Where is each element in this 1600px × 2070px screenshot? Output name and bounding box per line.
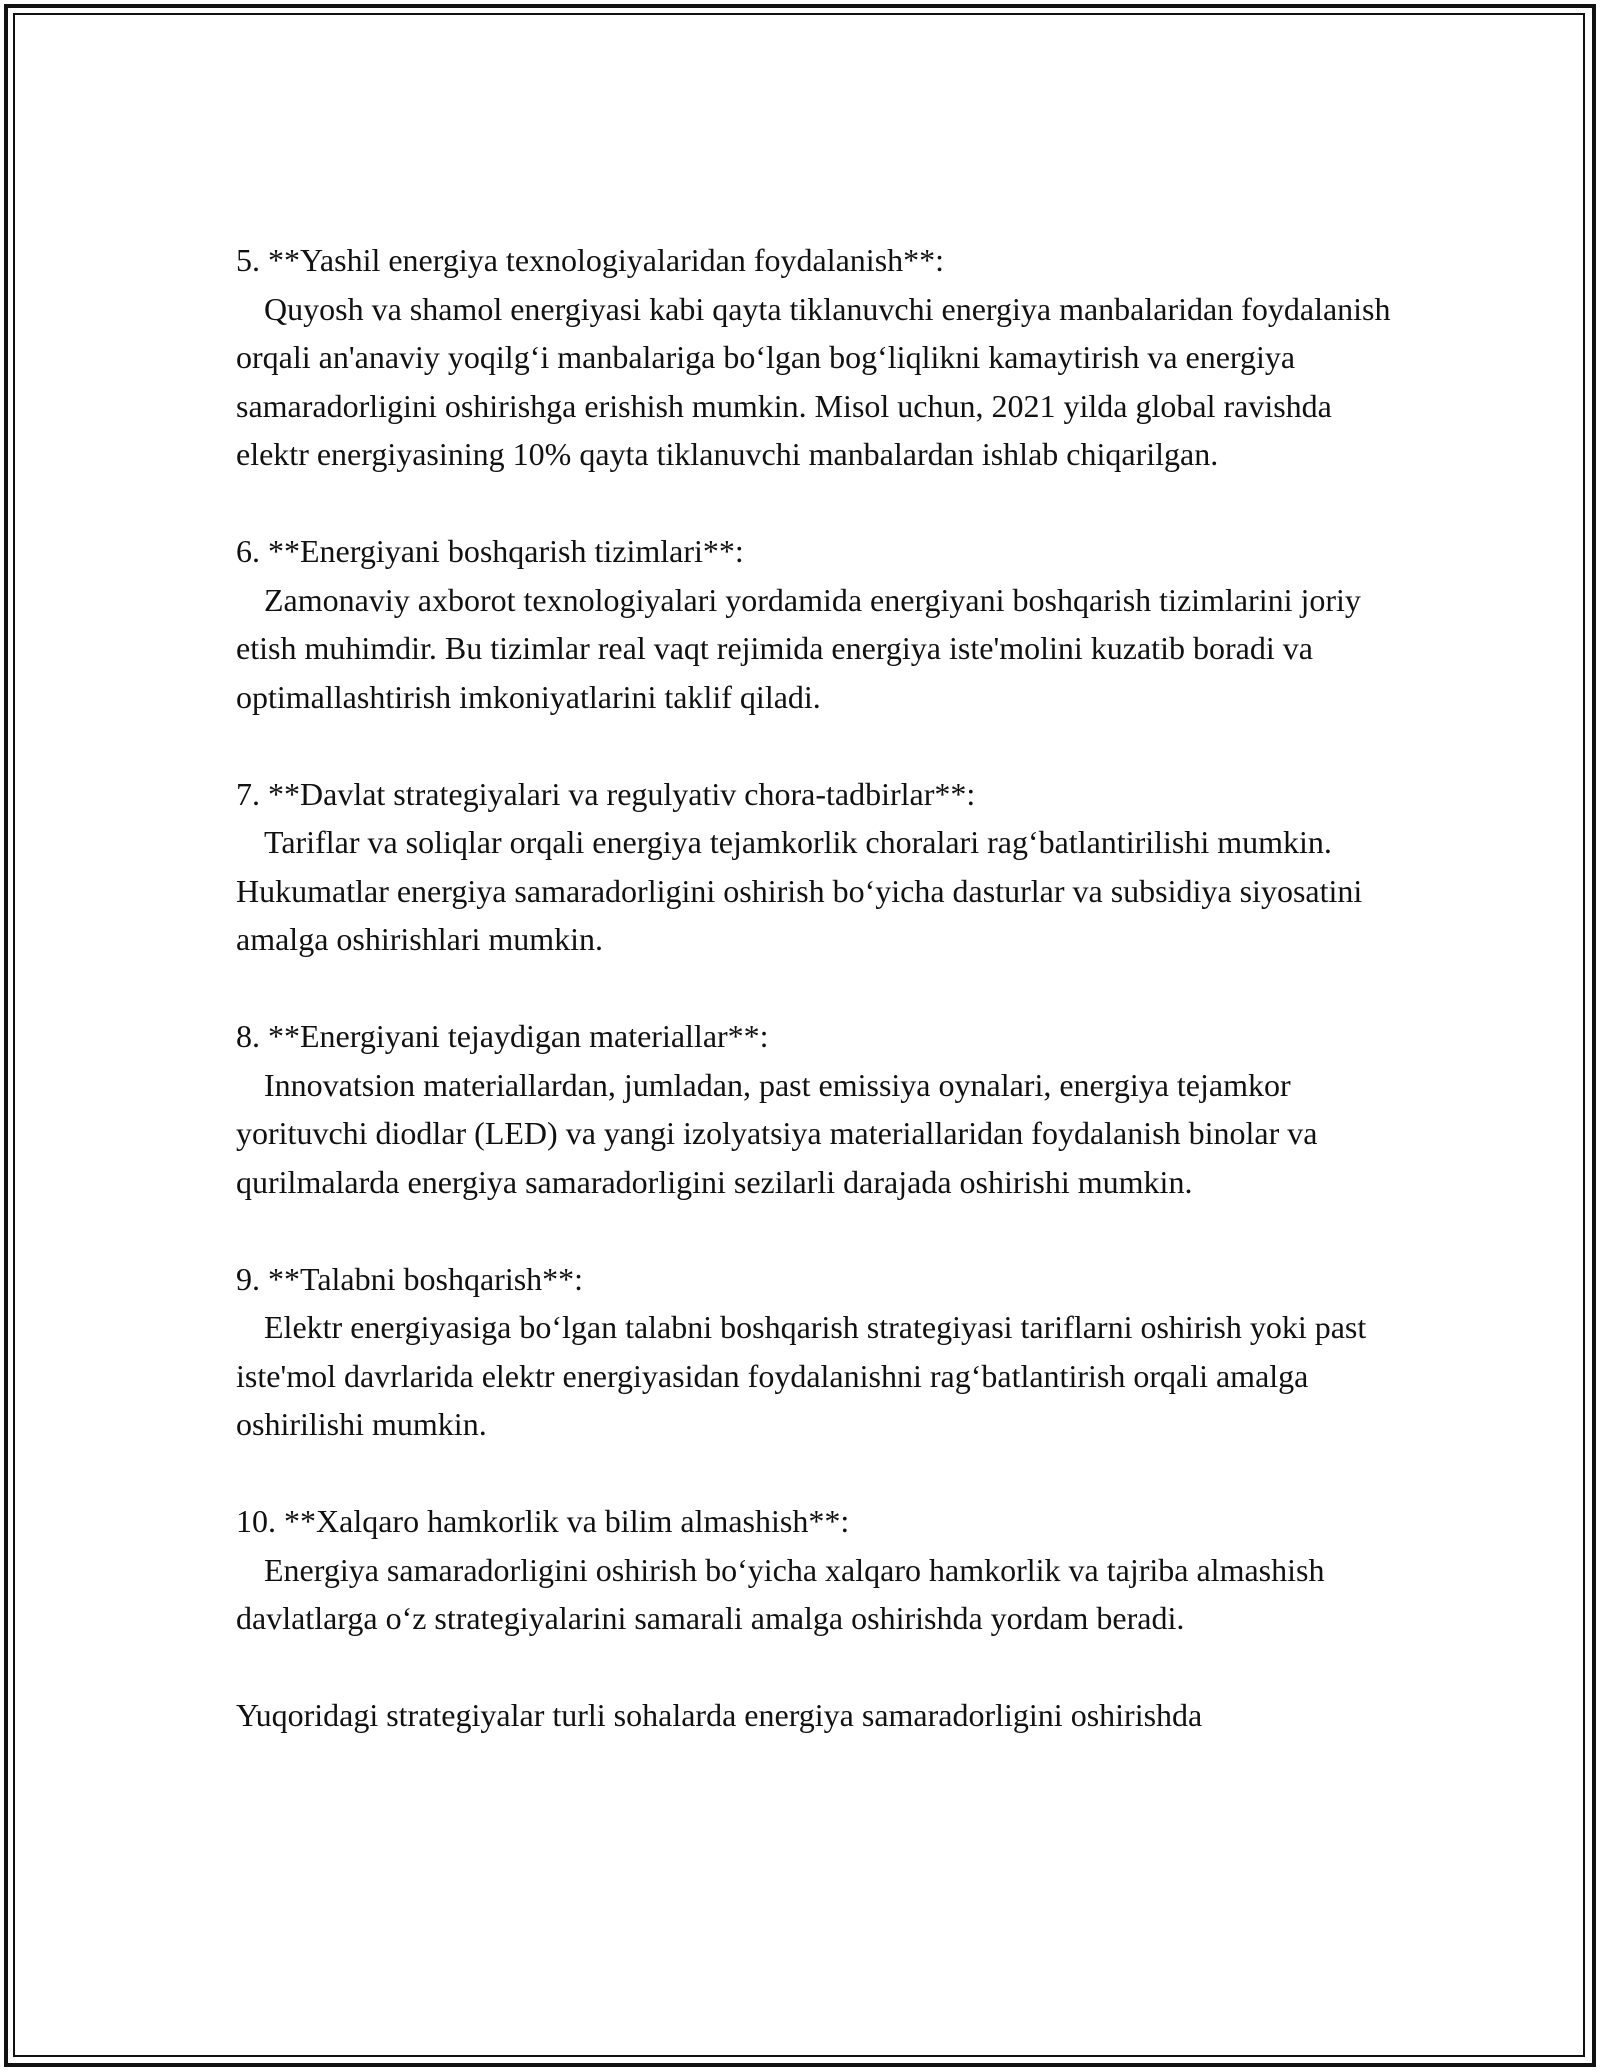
- section-heading: 8. **Energiyani tejaydigan materiallar**:: [236, 1018, 769, 1054]
- section-10: [236, 1497, 1396, 1643]
- section-6: [236, 527, 1396, 721]
- section-9: [236, 1255, 1396, 1449]
- section-paragraph: Innovatsion materiallardan, jumladan, past emissiya oynalari, energiya tejamkor yorituvchi diodlar (LED) va yangi izolyatsiya materiallaridan foydalanish binolar va qurilmalarda energiya samaradorligini sezilarli darajada oshirishi mumkin.: [236, 1066, 1318, 1200]
- section-7: [236, 770, 1396, 964]
- section-paragraph: Zamonaviy axborot texnologiyalari yordamida energiyani boshqarish tizimlarini joriy etish muhimdir. Bu tizimlar real vaqt rejimida energiya iste'molini kuzatib boradi va optimallashtirish imkoniyatlarini taklif qiladi.: [236, 581, 1361, 715]
- section-paragraph: Tariflar va soliqlar orqali energiya tejamkorlik choralari rag‘batlantirilishi mumkin. Hukumatlar energiya samaradorligini oshirish bo‘yicha dasturlar va subsidiya siyosatini amalga oshirishlari mumkin.: [236, 824, 1363, 957]
- closing-paragraph: Yuqoridagi strategiyalar turli sohalarda energiya samaradorligini oshirishda: [236, 1697, 1203, 1733]
- section-heading: 7. **Davlat strategiyalari va regulyativ chora-tadbirlar**:: [236, 775, 976, 812]
- document-body: [236, 236, 1396, 1740]
- section-8: [236, 1012, 1396, 1206]
- section-heading: 6. **Energiyani boshqarish tizimlari**:: [236, 533, 744, 569]
- section-heading: 9. **Talabni boshqarish**:: [236, 1260, 584, 1297]
- section-heading: 5. **Yashil energiya texnologiyalaridan foydalanish**:: [236, 242, 945, 278]
- section-paragraph: Energiya samaradorligini oshirish bo‘yicha xalqaro hamkorlik va tajriba almashish davlatlarga o‘z strategiyalarini samarali amalga oshirishda yordam beradi.: [236, 1551, 1325, 1636]
- section-5: [236, 236, 1396, 479]
- section-paragraph: Elektr energiyasiga bo‘lgan talabni boshqarish strategiyasi tariflarni oshirish yoki past iste'mol davrlarida elektr energiyasidan foydalanishni rag‘batlantirish orqali amalga oshirilishi mumkin.: [236, 1309, 1367, 1442]
- section-heading: 10. **Xalqaro hamkorlik va bilim almashish**:: [236, 1503, 850, 1539]
- section-paragraph: Quyosh va shamol energiyasi kabi qayta tiklanuvchi energiya manbalaridan foydalanish orqali an'anaviy yoqilg‘i manbalariga bo‘lgan bog‘liqlikni kamaytirish va energiya samaradorligini oshirishga erishish mumkin. Misol uchun, 2021 yilda global ravishda elektr energiyasining 10% qayta tiklanuvchi manbalardan ishlab chiqarilgan.: [236, 290, 1391, 472]
